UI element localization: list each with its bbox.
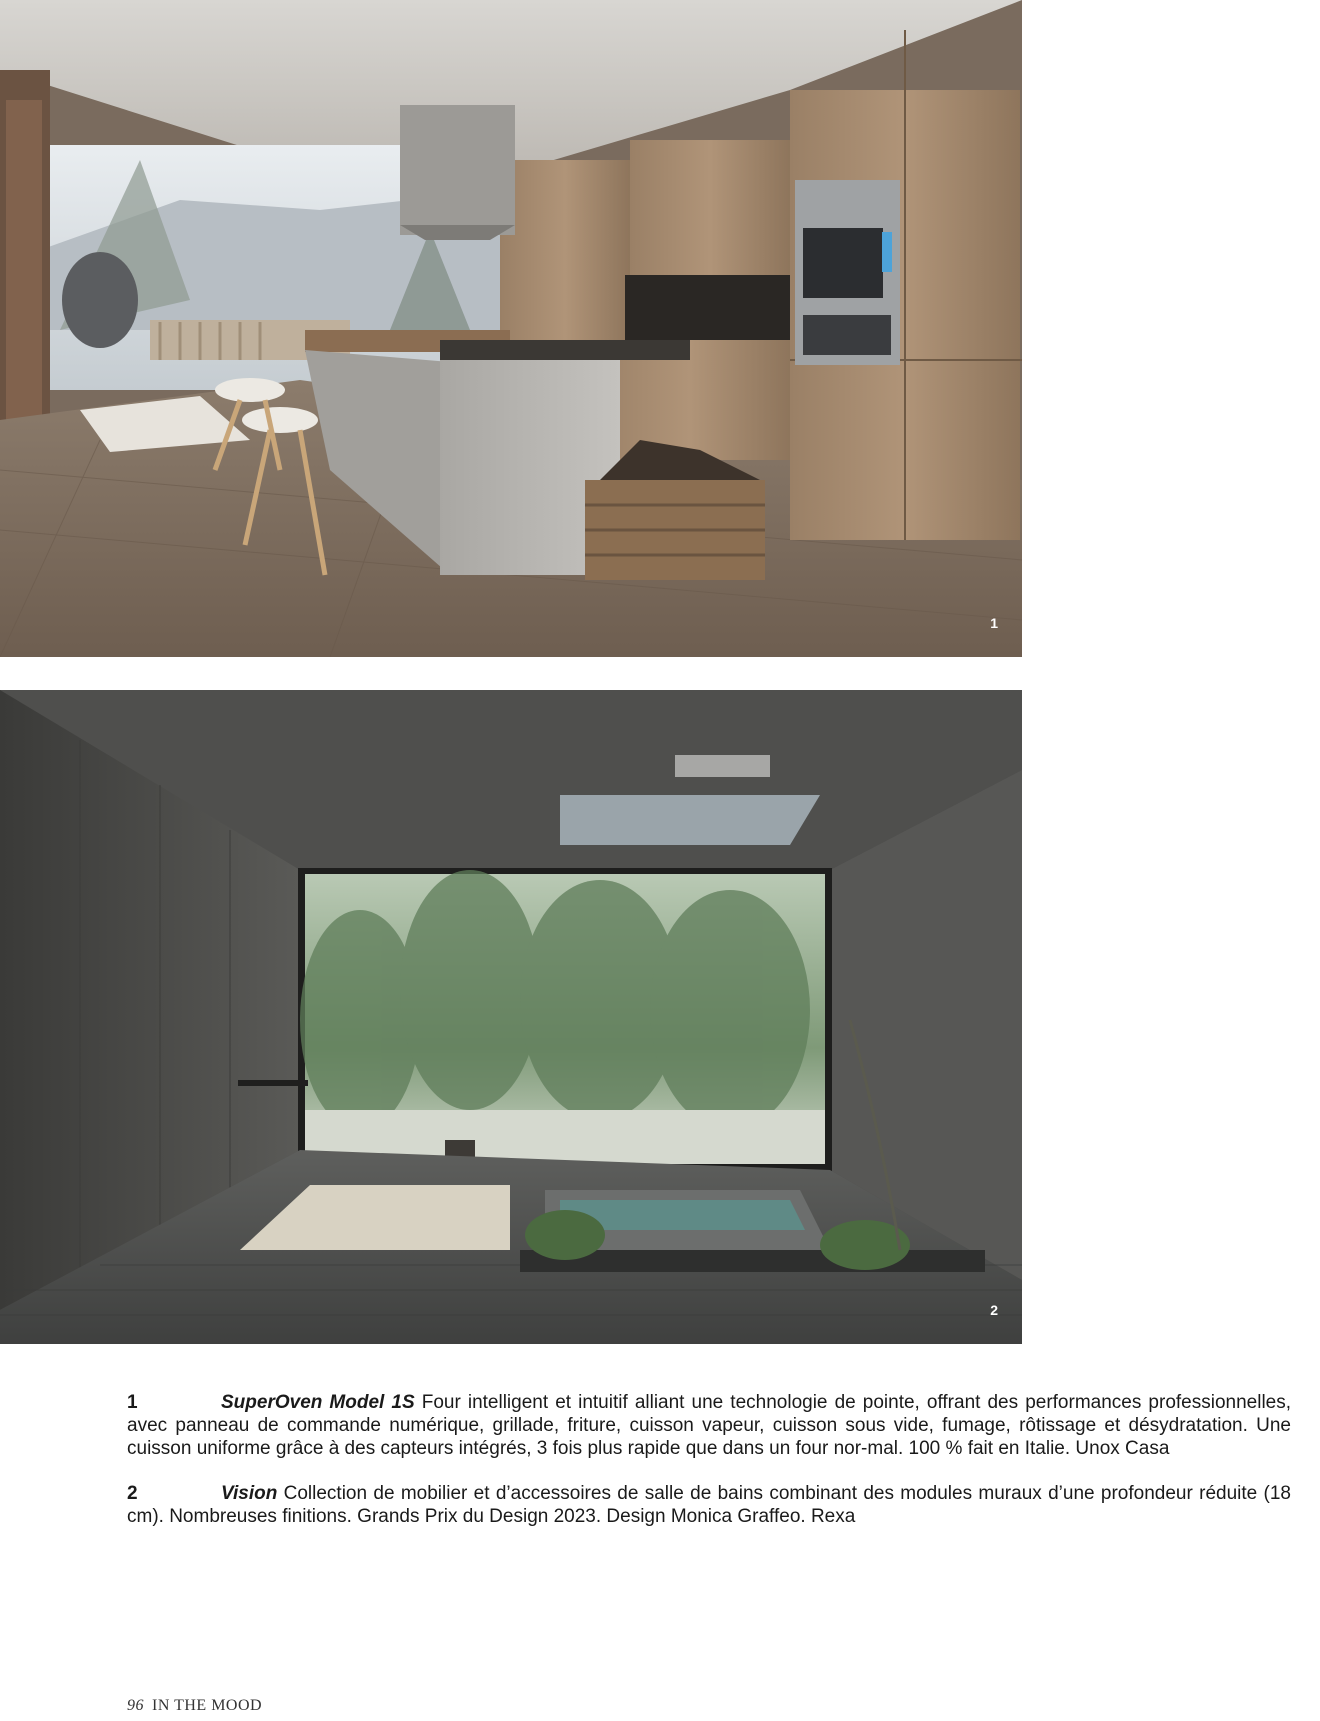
- section-title: IN THE MOOD: [152, 1697, 263, 1714]
- kitchen-photo: [0, 0, 1022, 657]
- bathroom-illustration: [0, 690, 1022, 1344]
- kitchen-illustration: [0, 0, 1022, 657]
- caption-2: [127, 1482, 1291, 1528]
- page-number: 96: [127, 1697, 144, 1714]
- caption-1: [127, 1391, 1291, 1460]
- bathroom-photo: [0, 690, 1022, 1344]
- photo-number: 1: [990, 615, 998, 631]
- captions: [127, 1391, 1291, 1550]
- page-footer: [127, 1697, 262, 1715]
- caption-title: Vision: [221, 1483, 278, 1504]
- caption-text: Collection de mobilier et d’accessoires de salle de bains combinant des modules muraux d’une profondeur réduite (18 cm). Nombreuses finitions. Grands Prix du Design 2023. Design Monica Graffeo. Rexa: [127, 1483, 1291, 1527]
- photo-number: 2: [990, 1302, 998, 1318]
- caption-title: SuperOven Model 1S: [221, 1392, 415, 1413]
- caption-number: 1: [127, 1392, 138, 1413]
- caption-text: Four intelligent et intuitif alliant une technologie de pointe, offrant des performances professionnelles, avec panneau de commande numérique, grillade, friture, cuisson vapeur, cuisson sous vide, fumage, rôtissage et désydratation. Une cuisson uniforme grâce à des capteurs intégrés, 3 fois plus rapide que dans un four nor-mal. 100 % fait en Italie. Unox Casa: [127, 1392, 1292, 1459]
- caption-number: 2: [127, 1483, 138, 1504]
